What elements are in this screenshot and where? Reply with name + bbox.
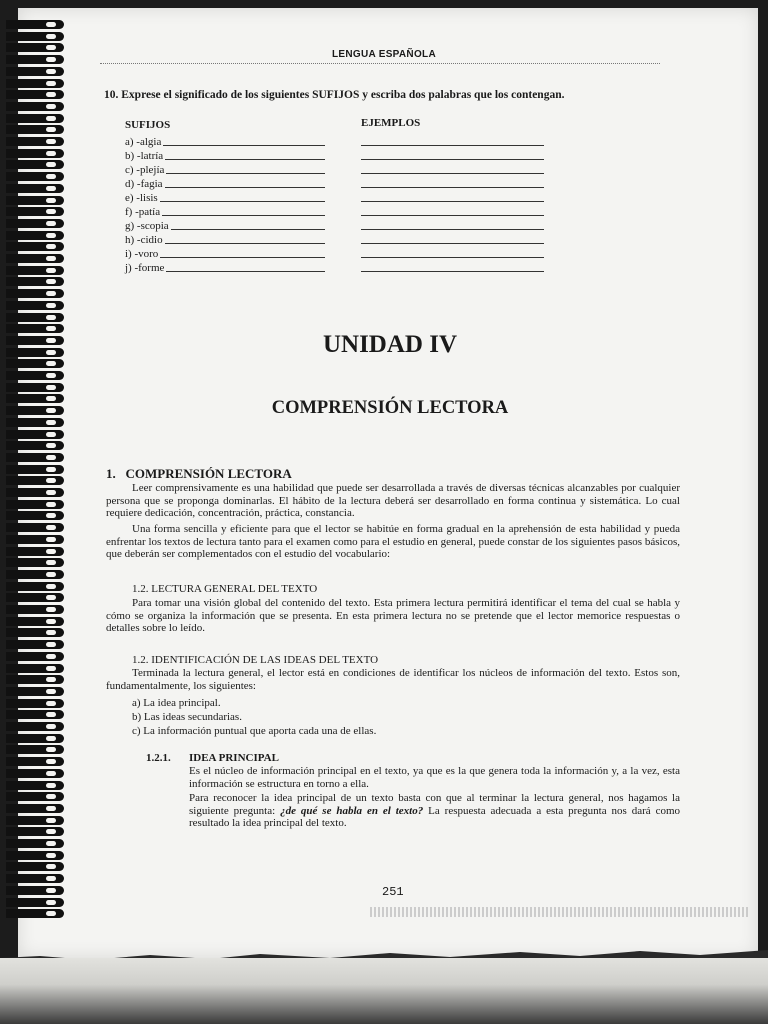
spiral-coil bbox=[6, 441, 64, 450]
ideas-list-item: a) La idea principal. bbox=[132, 697, 221, 709]
running-header: LENGUA ESPAÑOLA bbox=[332, 49, 436, 60]
example-answer-line[interactable] bbox=[361, 246, 544, 260]
spiral-coil bbox=[6, 816, 64, 825]
spiral-coil bbox=[6, 67, 64, 76]
example-answer-line[interactable] bbox=[361, 190, 544, 204]
ideas-list-item: c) La información puntual que aporta cada una de ellas. bbox=[132, 725, 377, 737]
section-1-paragraph-2: Una forma sencilla y eficiente para que el lector se habitúe en forma gradual en la aprehensión de esta habilidad y pueda enfrentar los textos de lectura tanto para el examen como para el estudio en general, puede constar de los siguientes pasos básicos, que deberán ser complementados con el estudio del vocabulario: bbox=[106, 523, 680, 560]
suffix-row bbox=[125, 148, 325, 162]
spiral-coil bbox=[6, 675, 64, 684]
under-page bbox=[0, 958, 768, 1024]
spiral-coil bbox=[6, 535, 64, 544]
answer-line[interactable] bbox=[166, 271, 325, 272]
ideas-list-item: b) Las ideas secundarias. bbox=[132, 711, 242, 723]
section-1-2-heading-general: 1.2. LECTURA GENERAL DEL TEXTO bbox=[132, 583, 318, 595]
answer-line[interactable] bbox=[162, 215, 325, 216]
suffix-label: j) -forme bbox=[125, 262, 165, 274]
spiral-coil bbox=[6, 313, 64, 322]
spiral-coil bbox=[6, 90, 64, 99]
section-1-2-heading-ideas: 1.2. IDENTIFICACIÓN DE LAS IDEAS DEL TEXTO bbox=[132, 654, 379, 666]
spiral-coil bbox=[6, 628, 64, 637]
suffix-row bbox=[125, 162, 325, 176]
spiral-coil bbox=[6, 242, 64, 251]
spiral-coil bbox=[6, 79, 64, 88]
spiral-coil bbox=[6, 511, 64, 520]
suffix-row bbox=[125, 134, 325, 148]
footer-band bbox=[370, 907, 750, 917]
header-divider bbox=[100, 63, 660, 64]
spiral-coil bbox=[6, 289, 64, 298]
spiral-coil bbox=[6, 898, 64, 907]
example-answer-line[interactable] bbox=[361, 204, 544, 218]
spiral-coil bbox=[6, 172, 64, 181]
spiral-coil bbox=[6, 114, 64, 123]
spiral-coil bbox=[6, 886, 64, 895]
spiral-coil bbox=[6, 523, 64, 532]
answer-line[interactable] bbox=[160, 201, 325, 202]
spiral-coil bbox=[6, 207, 64, 216]
suffix-list bbox=[125, 134, 325, 274]
spiral-coil bbox=[6, 371, 64, 380]
example-answer-line[interactable] bbox=[361, 176, 544, 190]
examples-column-header: EJEMPLOS bbox=[361, 117, 421, 129]
spiral-coil bbox=[6, 792, 64, 801]
suffix-row bbox=[125, 260, 325, 274]
spiral-coil bbox=[6, 570, 64, 579]
example-answer-line[interactable] bbox=[361, 260, 544, 274]
spiral-coil bbox=[6, 500, 64, 509]
suffix-row bbox=[125, 218, 325, 232]
spiral-coil bbox=[6, 102, 64, 111]
spiral-coil bbox=[6, 851, 64, 860]
suffix-row bbox=[125, 204, 325, 218]
page-number: 251 bbox=[382, 885, 404, 899]
spiral-coil bbox=[6, 277, 64, 286]
idea-principal-paragraph-2 bbox=[189, 792, 680, 830]
spiral-coil bbox=[6, 781, 64, 790]
spiral-coil bbox=[6, 184, 64, 193]
suffix-row bbox=[125, 232, 325, 246]
answer-line[interactable] bbox=[171, 229, 325, 230]
spiral-coil bbox=[6, 32, 64, 41]
suffix-row bbox=[125, 246, 325, 260]
spiral-coil bbox=[6, 909, 64, 918]
spiral-coil bbox=[6, 734, 64, 743]
spiral-coil bbox=[6, 558, 64, 567]
spiral-coil bbox=[6, 160, 64, 169]
exercise-instruction: 10. Exprese el significado de los siguientes SUFIJOS y escriba dos palabras que los contengan. bbox=[104, 89, 565, 101]
spiral-coil bbox=[6, 196, 64, 205]
unit-subtitle: COMPRENSIÓN LECTORA bbox=[271, 398, 509, 418]
spiral-coil bbox=[6, 710, 64, 719]
spiral-coil bbox=[6, 745, 64, 754]
spiral-coil bbox=[6, 430, 64, 439]
spiral-coil bbox=[6, 757, 64, 766]
spiral-coil bbox=[6, 862, 64, 871]
spiral-coil bbox=[6, 231, 64, 240]
suffix-row bbox=[125, 190, 325, 204]
spiral-coil bbox=[6, 605, 64, 614]
example-answer-line[interactable] bbox=[361, 162, 544, 176]
unit-title: UNIDAD IV bbox=[322, 331, 458, 358]
answer-line[interactable] bbox=[160, 257, 325, 258]
suffix-label: a) -algia bbox=[125, 136, 162, 148]
suffix-label: g) -scopia bbox=[125, 220, 169, 232]
spiral-coil bbox=[6, 488, 64, 497]
spiral-coil bbox=[6, 652, 64, 661]
spiral-coil bbox=[6, 20, 64, 29]
suffix-label: h) -cidio bbox=[125, 234, 163, 246]
suffix-label: i) -voro bbox=[125, 248, 159, 260]
spiral-coil bbox=[6, 874, 64, 883]
spiral-coil bbox=[6, 254, 64, 263]
suffix-label: c) -plejía bbox=[125, 164, 165, 176]
spiral-coil bbox=[6, 722, 64, 731]
idea-principal-paragraph-1: Es el núcleo de información principal en el texto, ya que es la que genera toda la información y, a la vez, esta información se estructura en torno a ella. bbox=[189, 765, 680, 790]
spiral-coil bbox=[6, 418, 64, 427]
spiral-coil bbox=[6, 699, 64, 708]
spiral-coil bbox=[6, 465, 64, 474]
spiral-coil bbox=[6, 137, 64, 146]
spiral-coil bbox=[6, 476, 64, 485]
spiral-coil bbox=[6, 383, 64, 392]
answer-line[interactable] bbox=[165, 159, 325, 160]
answer-line[interactable] bbox=[166, 173, 325, 174]
spiral-coil bbox=[6, 301, 64, 310]
section-1-2-paragraph-ideas: Terminada la lectura general, el lector está en condiciones de identificar los núcleos de información del texto. Estos son, fundamentalmente, los siguientes: bbox=[106, 667, 680, 692]
example-answer-line[interactable] bbox=[361, 232, 544, 246]
spiral-coil bbox=[6, 219, 64, 228]
spiral-coil bbox=[6, 582, 64, 591]
suffix-label: e) -lisis bbox=[125, 192, 158, 204]
spiral-coil bbox=[6, 547, 64, 556]
section-1-2-paragraph-general: Para tomar una visión global del contenido del texto. Esta primera lectura permitirá identificar el tema del cual se habla y cómo se organiza la información que se presenta. En esta primera lectura no se pretende que el lector memorice respuestas o detalles sobre lo leído. bbox=[106, 597, 680, 634]
section-1-paragraph-1: Leer comprensivamente es una habilidad que puede ser desarrollada a través de diversas técnicas alcanzables por cualquier persona que se proponga dominarlas. El hábito de la lectura deberá ser desarrollado en forma continua y sistemática. Lo cual requiere dedicación, concentración, práctica, constancia. bbox=[106, 482, 680, 519]
answer-line[interactable] bbox=[165, 187, 325, 188]
example-answer-line[interactable] bbox=[361, 148, 544, 162]
spiral-binding bbox=[0, 20, 70, 920]
spiral-coil bbox=[6, 640, 64, 649]
example-list bbox=[361, 134, 544, 274]
spiral-coil bbox=[6, 593, 64, 602]
suffix-label: d) -fagia bbox=[125, 178, 163, 190]
suffix-label: b) -latría bbox=[125, 150, 164, 162]
spiral-coil bbox=[6, 839, 64, 848]
answer-line[interactable] bbox=[165, 243, 325, 244]
spiral-coil bbox=[6, 687, 64, 696]
suffix-row bbox=[125, 176, 325, 190]
section-1-2-1-heading: IDEA PRINCIPAL bbox=[189, 752, 279, 764]
spiral-coil bbox=[6, 359, 64, 368]
spiral-coil bbox=[6, 827, 64, 836]
spiral-coil bbox=[6, 769, 64, 778]
suffix-label: f) -patía bbox=[125, 206, 161, 218]
key-question: ¿de qué se habla en el texto? bbox=[280, 804, 424, 817]
paragraph-text: Para reconocer la idea principal de un texto basta con que al terminar la lectura general, nos hagamos la siguiente pregunta: bbox=[189, 792, 680, 817]
spiral-coil bbox=[6, 149, 64, 158]
answer-line[interactable] bbox=[163, 145, 325, 146]
paragraph-text: La respuesta adecuada a esta pregunta nos dará como resultado la idea principal del texto. bbox=[189, 804, 681, 829]
spiral-coil bbox=[6, 664, 64, 673]
spiral-coil bbox=[6, 266, 64, 275]
spiral-coil bbox=[6, 804, 64, 813]
spiral-coil bbox=[6, 453, 64, 462]
example-answer-line[interactable] bbox=[361, 218, 544, 232]
spiral-coil bbox=[6, 125, 64, 134]
suffixes-column-header: SUFIJOS bbox=[125, 119, 171, 131]
section-1-2-1-number: 1.2.1. bbox=[146, 752, 171, 764]
example-answer-line[interactable] bbox=[361, 134, 544, 148]
spiral-coil bbox=[6, 617, 64, 626]
section-1-heading: 1. COMPRENSIÓN LECTORA bbox=[106, 466, 292, 481]
